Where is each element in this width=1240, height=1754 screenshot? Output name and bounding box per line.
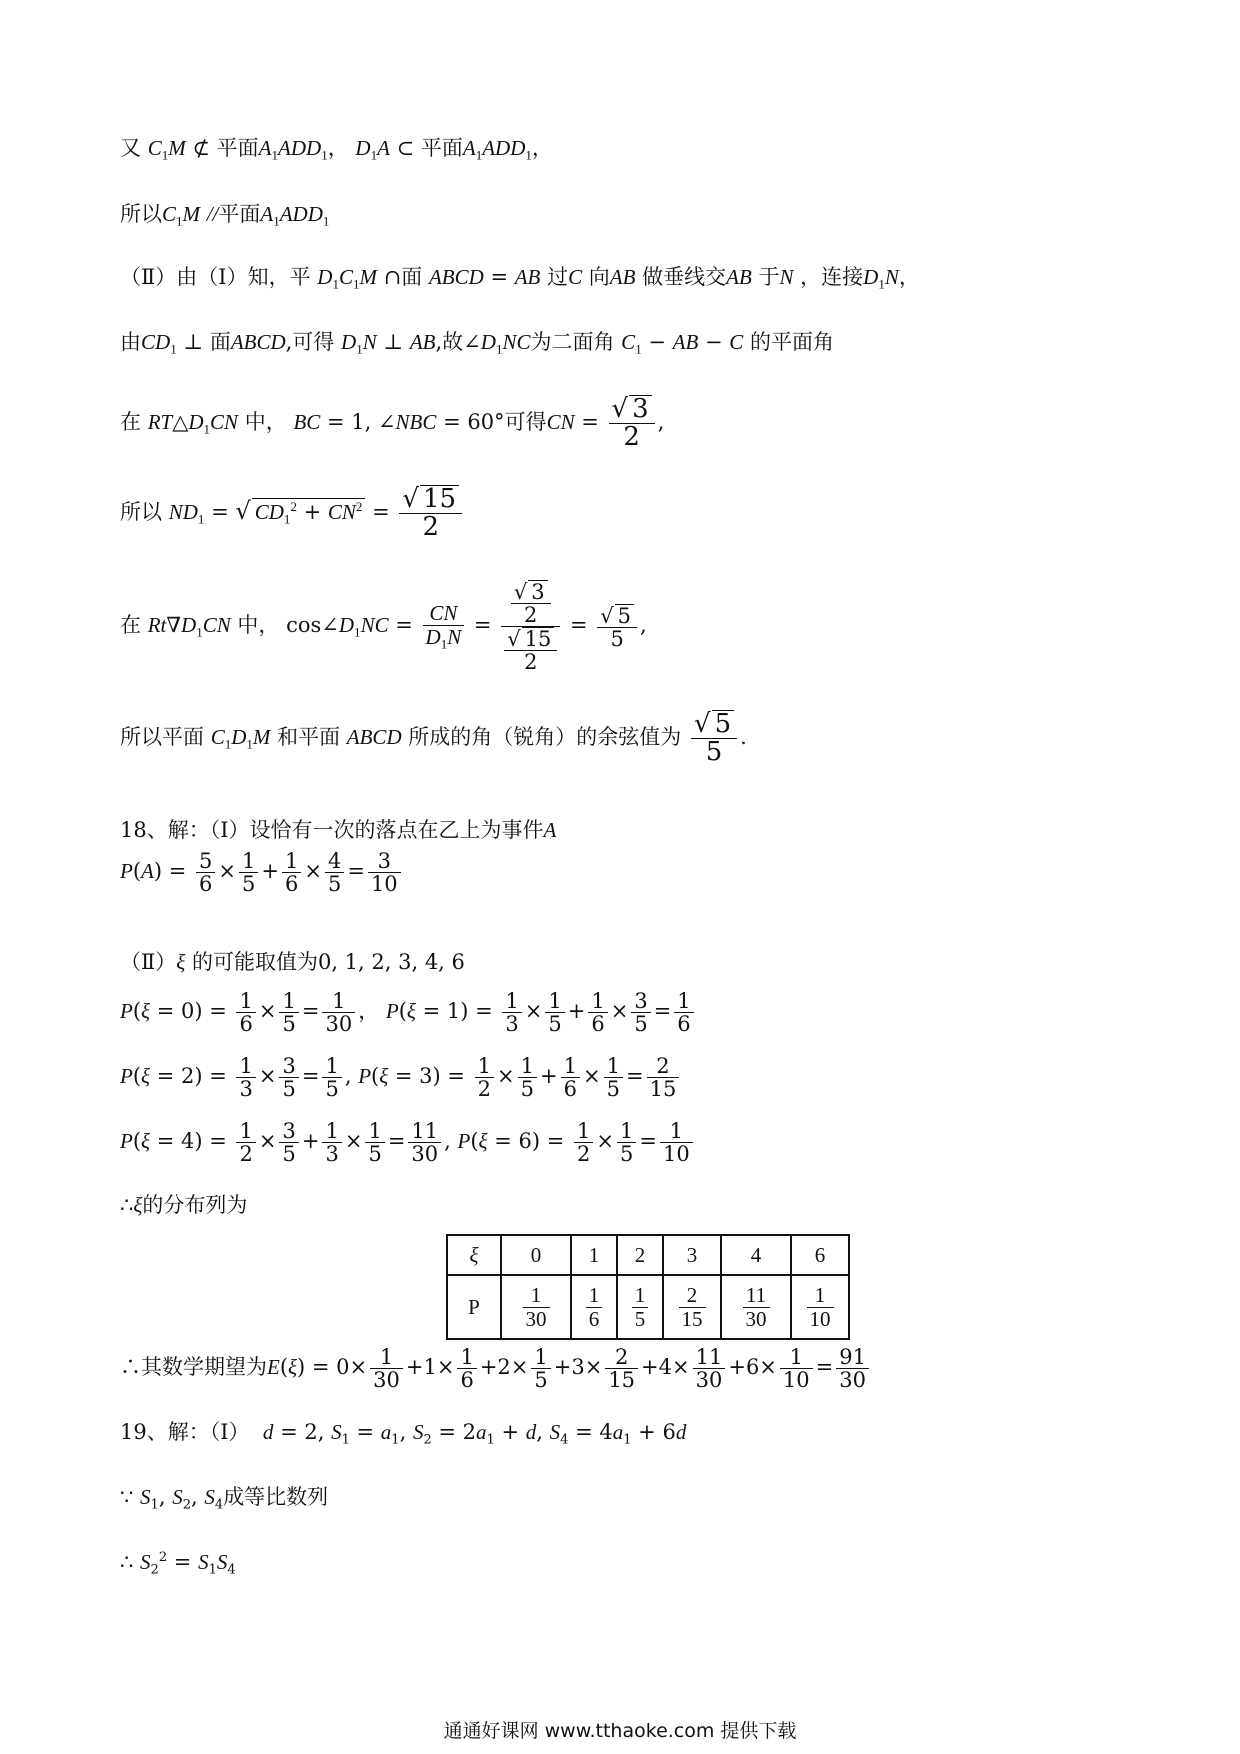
table-cell: 1 — [571, 1235, 617, 1275]
distribution-table — [446, 1234, 850, 1340]
q18-expectation: ∴其数学期望为E(ξ) = 0× $\frac{1}{30}$ +1× $\frac{1}{6}$ +2× $\frac{1}{5}$ +3× $\frac{2}{15}$ +4× $\frac{11}{30}$ +6× $\frac{1}{10}$ = $\frac{91}{30}$ — [120, 1346, 872, 1391]
text: 平面 — [420, 136, 463, 160]
text: （Ⅱ）由（Ⅰ）知，平 — [120, 265, 311, 289]
q18-prob-row-1: P(ξ = 0) = $\frac{1}{6}$ × $\frac{1}{5}$ = $\frac{1}{30}$ ， P(ξ = 1) = $\frac{1}{3}$ × $\frac{1}{5}$ + $\frac{1}{6}$ × $\frac{3}{5}$ = $\frac{1}{6}$ — [120, 990, 697, 1035]
text: 成等比数列 — [223, 1485, 329, 1509]
text: 所成的角（锐角）的余弦值为 — [408, 724, 682, 749]
q18-prob-row-2: P(ξ = 2) = $\frac{1}{3}$ × $\frac{3}{5}$ = $\frac{1}{5}$ , P(ξ = 3) = $\frac{1}{2}$ × $\frac{1}{5}$ + $\frac{1}{6}$ × $\frac{1}{5}$ = $\frac{2}{15}$ — [120, 1055, 682, 1100]
text: ，连接 — [800, 265, 864, 289]
q19-conclusion: ∴ $S_2^2 = S_1S_4$ — [120, 1550, 236, 1578]
table-cell: $\frac{11}{30}$ — [721, 1275, 791, 1339]
text: ， — [531, 136, 553, 160]
text: 和平面 — [277, 724, 341, 749]
xi-values: 0, 1, 2, 3, 4, 6 — [317, 950, 465, 974]
text: 在 — [120, 613, 141, 638]
text: 的平面角 — [749, 330, 834, 354]
footer: 通通好课网 www.tthaoke.com 提供下载 — [443, 1720, 797, 1742]
q18-prob-row-3: P(ξ = 4) = $\frac{1}{2}$ × $\frac{3}{5}$ + $\frac{1}{3}$ × $\frac{1}{5}$ = $\frac{11}{30}$ , P(ξ = 6) = $\frac{1}{2}$ × $\frac{1}{5}$ = $\frac{1}{10}$ — [120, 1120, 696, 1165]
text: 平面 — [216, 136, 259, 160]
proof-line-1: 又 $C_1M$ ⊄ 平面$A_1ADD_1$， $D_1A$ ⊂ 平面$A_1ADD_1$， — [120, 136, 553, 163]
text: 平面 — [218, 202, 261, 226]
text: 面 — [401, 265, 423, 289]
text: 面 — [209, 330, 231, 354]
proof-line-8: 所以平面 $C_1D_1M$ 和平面 ABCD 所成的角（锐角）的余弦值为 $\frac{√ 5}{5}$ . — [120, 709, 747, 768]
text: 中， — [244, 409, 287, 434]
table-row — [447, 1235, 849, 1275]
text: 做垂线交 — [642, 265, 727, 289]
q19-geometric-line: ∵ $S_1$, $S_2$, $S_4$成等比数列 — [120, 1485, 329, 1513]
table-row — [447, 1275, 849, 1339]
q18-p-a-equation: P(A) = $\frac{5}{6}$ × $\frac{1}{5}$ + $\frac{1}{6}$ × $\frac{4}{5}$ = $\frac{3}{10}$ — [120, 850, 404, 895]
text: （Ⅱ） — [120, 950, 177, 974]
text: 可得 — [504, 409, 547, 434]
text: 所以 — [120, 202, 162, 226]
text: 其数学期望为 — [141, 1355, 267, 1380]
proof-line-7: 在 $Rt\nabla D_1CN$ 中， $\cos\angle D_1NC$ = $\frac{CN}{D_1N}$ = $\frac{\frac{√ 3}{2}}{\frac{√ 15}{2}}$ = $\frac{√ 5}{5}$ , — [120, 580, 647, 675]
q19-heading: 19、解：（Ⅰ） d = 2, $S_1 = a_1$, $S_2 = 2a_1 + d$, $S_4 = 4a_1 + 6d$ — [120, 1420, 687, 1448]
text: 过 — [547, 265, 569, 289]
table-cell: $\frac{1}{5}$ — [617, 1275, 663, 1339]
text: 为二面角 — [530, 330, 615, 354]
text: 所以平面 — [120, 724, 204, 749]
text: ,可得 — [285, 330, 335, 354]
table-cell: 2 — [617, 1235, 663, 1275]
table-cell: 6 — [791, 1235, 849, 1275]
proof-line-6: 所以 $ND_1$ = √ $CD_1^2 + CN^2$ = $\frac{√ 15}{2}$ — [120, 485, 465, 542]
table-header-xi: ξ — [447, 1235, 501, 1275]
q18-part2-heading: （Ⅱ）ξ 的可能取值为0, 1, 2, 3, 4, 6 — [120, 950, 465, 974]
table-cell: $\frac{2}{15}$ — [663, 1275, 721, 1339]
text: 的分布列为 — [142, 1193, 248, 1217]
text: 19、解：（Ⅰ） — [120, 1420, 250, 1444]
proof-line-5: 在 $RT\triangle D_1CN$ 中， BC = 1, ∠NBC = 60°可得CN = $\frac{√ 3}{2}$ , — [120, 394, 665, 453]
text: 由 — [120, 330, 141, 354]
text: 所以 — [120, 499, 162, 524]
text: 的可能取值为 — [191, 950, 318, 974]
text: ， — [327, 136, 349, 160]
proof-line-3: （Ⅱ）由（Ⅰ）知，平 $D_1C_1M$ ∩面 ABCD = AB 过C 向AB 做垂线交AB 于N ，连接$D_1N$， — [120, 265, 920, 292]
q18-distribution-heading: ∴ξ的分布列为 — [120, 1193, 248, 1217]
proof-line-4: 由$CD_1$ ⊥ 面ABCD,可得 $D_1N$ ⊥ AB,故$\angle D_1NC$为二面角 $C_1$ − AB − C 的平面角 — [120, 330, 834, 357]
table-cell: $\frac{1}{6}$ — [571, 1275, 617, 1339]
text: 向 — [588, 265, 610, 289]
text: 18、解：（Ⅰ）设恰有一次的落点在乙上为事件 — [120, 818, 544, 842]
table-cell: $\frac{1}{30}$ — [501, 1275, 571, 1339]
table-cell: 4 — [721, 1235, 791, 1275]
text: 在 — [120, 409, 141, 434]
text: ， — [898, 265, 920, 289]
text: 中， — [237, 613, 280, 638]
table-cell: 3 — [663, 1235, 721, 1275]
text: 又 — [120, 136, 141, 160]
text: 于 — [758, 265, 780, 289]
q18-part1-heading: 18、解：（Ⅰ）设恰有一次的落点在乙上为事件A — [120, 818, 557, 842]
proof-line-2: 所以$C_1M$ //平面$A_1ADD_1$ — [120, 202, 330, 229]
table-cell: $\frac{1}{10}$ — [791, 1275, 849, 1339]
table-cell: 0 — [501, 1235, 571, 1275]
table-header-p: P — [447, 1275, 501, 1339]
text: ,故 — [435, 330, 464, 354]
